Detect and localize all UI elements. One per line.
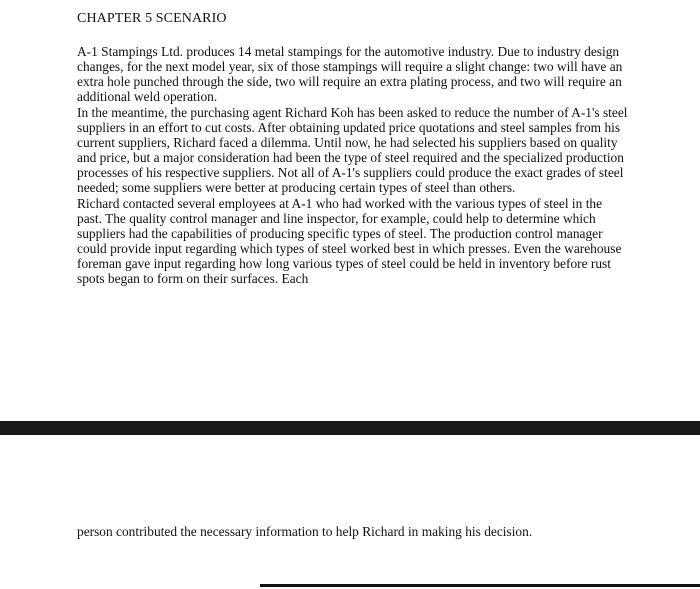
scenario-body — [77, 44, 629, 287]
page-divider-bar — [0, 421, 700, 435]
chapter-title: CHAPTER 5 SCENARIO — [77, 11, 227, 26]
paragraph-3: Richard contacted several employees at A-1 who had worked with the various types of steel in the past. The quality control manager and line inspector, for example, could help to determine which suppliers had the capabilities of producing specific types of steel. The production control manager could provide input regarding which types of steel worked best in which presses. Even the warehouse foreman gave input regarding how long various types of steel could be held in inventory before rust spots began to form on their surfaces. Each — [77, 195, 622, 287]
bottom-rule — [260, 584, 700, 587]
continued-paragraph: person contributed the necessary information to help Richard in making his decision. — [77, 524, 533, 539]
paragraph-1: A-1 Stampings Ltd. produces 14 metal stampings for the automotive industry. Due to industry design changes, for the next model year, six of those stampings will require a slight change: two will have an extra hole punched through the side, two will require an extra plating process, and two will require an additional weld operation. — [77, 44, 623, 105]
paragraph-2: In the meantime, the purchasing agent Richard Koh has been asked to reduce the number of A-1's steel suppliers in an effort to cut costs. After obtaining updated price quotations and steel samples from his current suppliers, Richard faced a dilemma. Until now, he had selected his suppliers based on quality and price, but a major consideration had been the type of steel required and the specialized production processes of his respective suppliers. Not all of A-1's suppliers could produce the exact grades of steel needed; some suppliers were better at producing certain types of steel than others. — [77, 104, 628, 196]
